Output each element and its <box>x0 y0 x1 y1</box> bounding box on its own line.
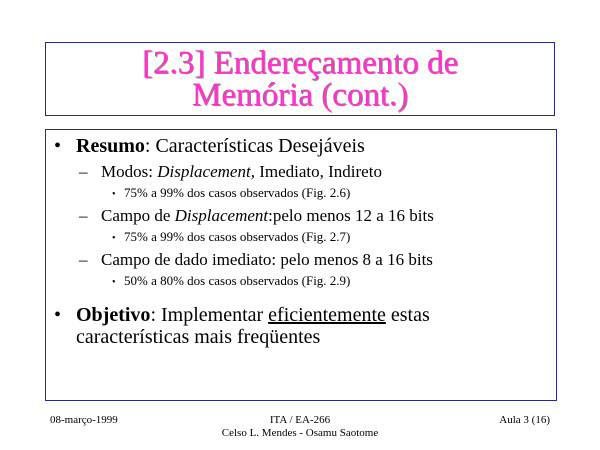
dash-icon: – <box>79 250 88 269</box>
slide-title-line2: Memória (cont.) <box>191 77 409 113</box>
detail-campo-imediato <box>112 273 350 291</box>
subitem-campo-displacement <box>79 206 434 226</box>
subitem-campo-displacement-italic: Displacement <box>174 206 269 225</box>
bullet-resumo-text: : Características Desejáveis <box>144 135 365 157</box>
detail-campo-displacement-text: 75% a 99% dos casos observados (Fig. 2.7) <box>124 229 351 244</box>
bullet-resumo-bold: Resumo <box>76 135 145 157</box>
subitem-modos <box>79 162 382 182</box>
footer-course <box>200 414 400 440</box>
small-bullet-icon: • <box>112 233 116 244</box>
bullet-dot-icon: • <box>54 304 62 326</box>
title-frame <box>45 42 555 116</box>
footer-page: Aula 3 (16) <box>499 414 550 426</box>
subitem-modos-prefix: Modos: <box>101 162 158 181</box>
subitem-modos-italic: Displacement <box>157 162 251 181</box>
detail-campo-displacement <box>112 229 350 247</box>
subitem-campo-displacement-suffix: :pelo menos 12 a 16 bits <box>268 206 434 225</box>
bullet-objetivo-text-before: : Implementar <box>150 304 269 326</box>
dash-icon: – <box>79 162 88 181</box>
detail-modos <box>112 185 350 203</box>
detail-modos-text: 75% a 99% dos casos observados (Fig. 2.6) <box>124 185 351 200</box>
detail-campo-imediato-text: 50% a 80% dos casos observados (Fig. 2.9) <box>124 273 351 288</box>
subitem-modos-suffix: , Imediato, Indireto <box>250 162 382 181</box>
subitem-campo-displacement-prefix: Campo de <box>101 206 175 225</box>
bullet-objetivo-text-after: estas <box>385 304 430 326</box>
content-frame <box>45 129 557 401</box>
footer-course-line2: Celso L. Mendes - Osamu Saotome <box>221 427 379 439</box>
footer-date: 08-março-1999 <box>50 414 118 426</box>
footer-course-line1: ITA / EA-266 <box>269 414 331 426</box>
bullet-objetivo-bold: Objetivo <box>76 304 151 326</box>
slide-title <box>46 47 554 111</box>
bullet-objetivo-underlined: eficientemente <box>268 304 386 326</box>
dash-icon: – <box>79 206 88 225</box>
subitem-campo-imediato-text: Campo de dado imediato: pelo menos 8 a 16 bits <box>101 250 433 269</box>
small-bullet-icon: • <box>112 277 116 288</box>
bullet-dot-icon: • <box>54 135 62 157</box>
subitem-campo-imediato <box>79 250 433 270</box>
bullet-objetivo-line2: características mais freqüentes <box>76 326 321 348</box>
slide-title-line1: [2.3] Endereçamento de <box>141 45 459 81</box>
small-bullet-icon: • <box>112 189 116 200</box>
